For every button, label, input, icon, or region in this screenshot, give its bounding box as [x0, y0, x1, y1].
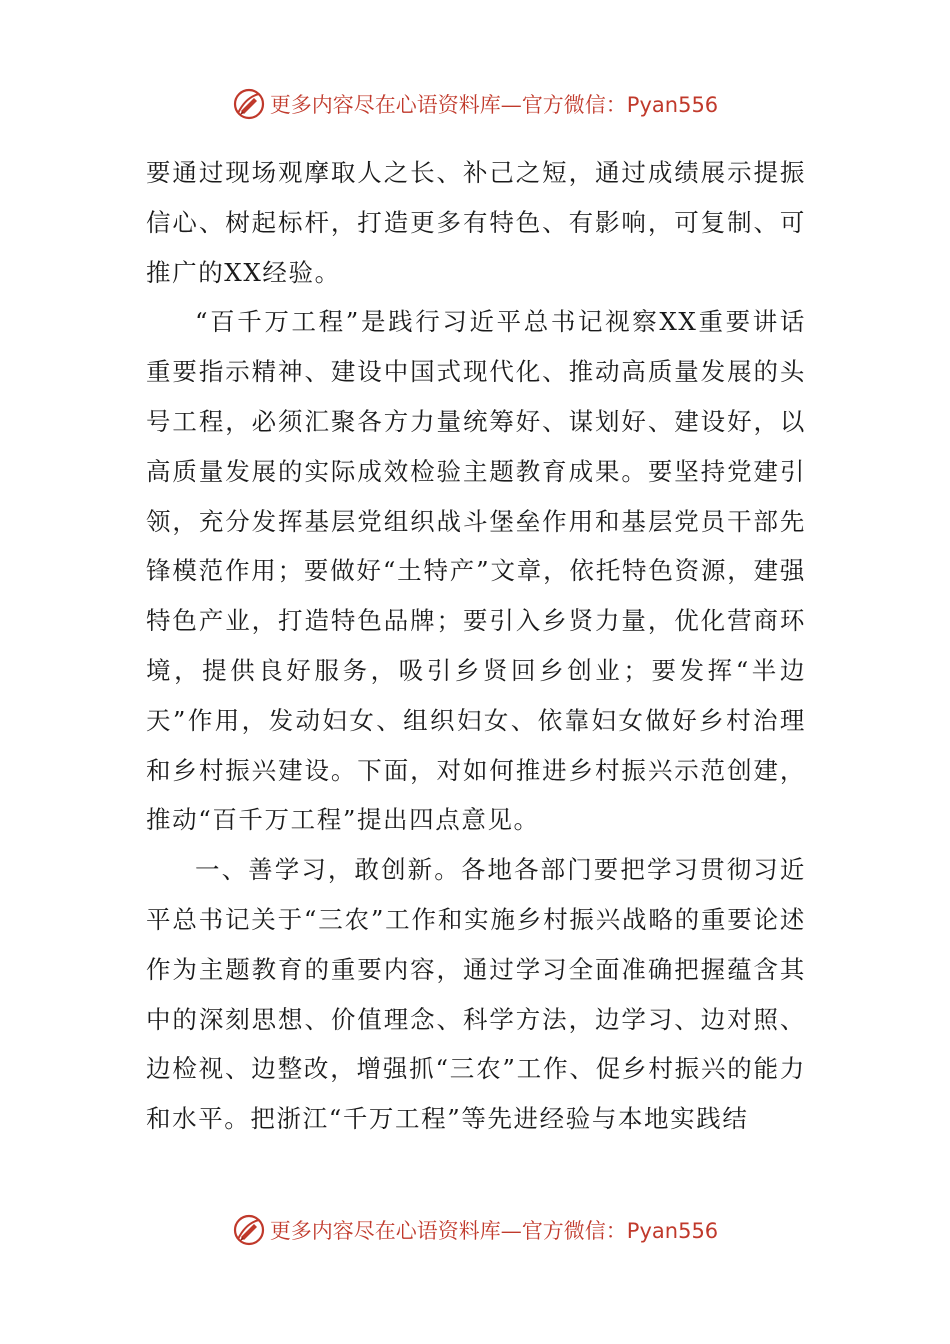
pen-logo-icon [232, 87, 266, 121]
pen-logo-icon [232, 1213, 266, 1247]
paragraph-3: 一、善学习，敢创新。各地各部门要把学习贯彻习近平总书记关于“三农”工作和实施乡村振兴战略的重要论述作为主题教育的重要内容，通过学习全面准确把握蕴含其中的深刻思想、价值理念、科学方法，边学习、边对照、边检视、边整改，增强抓“三农”工作、促乡村振兴的能力和水平。把浙江“千万工程”等先进经验与本地实践结 [146, 855, 806, 1134]
header-brand-text: 更多内容尽在心语资料库— [269, 93, 522, 117]
header-contact-text: 官方微信：Pyan556 [521, 93, 719, 117]
paragraph-1: 要通过现场观摩取人之长、补己之短，通过成绩展示提振信心、树起标杆，打造更多有特色、有影响，可复制、可推广的XX经验。 [146, 158, 806, 287]
document-body [146, 148, 806, 1144]
footer-contact-text: 官方微信：Pyan556 [521, 1219, 719, 1243]
footer-banner [0, 1208, 950, 1252]
header-banner [0, 82, 950, 126]
footer-brand-text: 更多内容尽在心语资料库— [269, 1219, 522, 1243]
paragraph-2: “百千万工程”是践行习近平总书记视察XX重要讲话重要指示精神、建设中国式现代化、推动高质量发展的头号工程，必须汇聚各方力量统筹好、谋划好、建设好，以高质量发展的实际成效检验主题教育成果。要坚持党建引领，充分发挥基层党组织战斗堡垒作用和基层党员干部先锋模范作用；要做好“土特产”文章，依托特色资源，建强特色产业，打造特色品牌；要引入乡贤力量，优化营商环境，提供良好服务，吸引乡贤回乡创业；要发挥“半边天”作用，发动妇女、组织妇女、依靠妇女做好乡村治理和乡村振兴建设。下面，对如何推进乡村振兴示范创建，推动“百千万工程”提出四点意见。 [146, 307, 806, 835]
